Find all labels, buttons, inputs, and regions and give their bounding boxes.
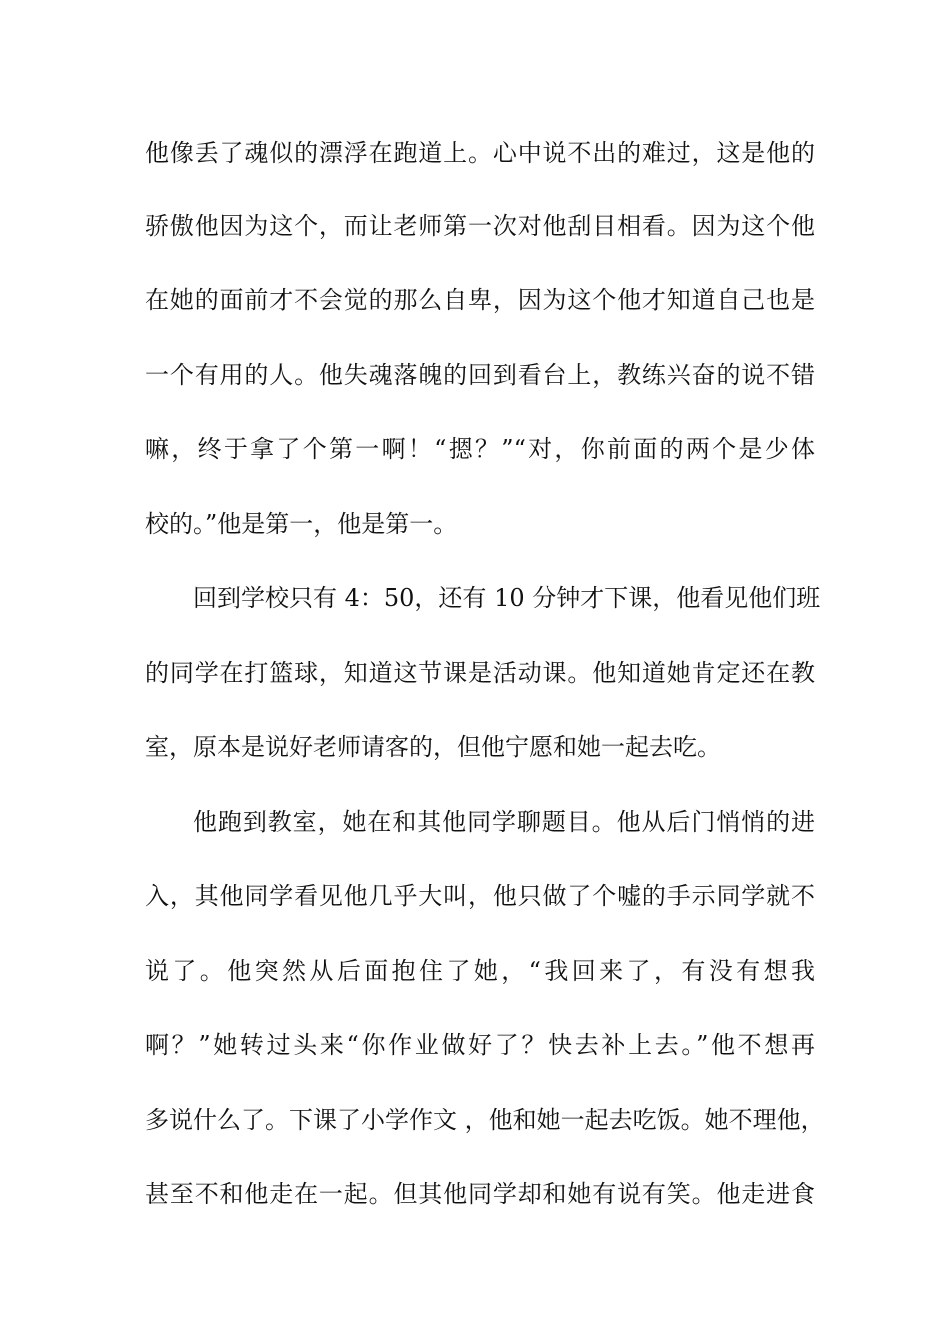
text-line: 啊？”她转过头来“你作业做好了？快去补上去。”他不想再	[145, 1031, 815, 1059]
text-line: 校的。”他是第一，他是第一。	[145, 510, 458, 538]
paragraph-first-line: 他跑到教室，她在和其他同学聊题目。他从后门悄悄的进	[193, 808, 815, 836]
text-line: 一个有用的人。他失魂落魄的回到看台上，教练兴奋的说不错	[145, 361, 815, 389]
text-line: 他像丢了魂似的漂浮在跑道上。心中说不出的难过，这是他的	[145, 139, 815, 167]
text-line: 的同学在打篮球，知道这节课是活动课。他知道她肯定还在教	[145, 659, 815, 687]
text-line: 入，其他同学看见他几乎大叫，他只做了个嘘的手示同学就不	[145, 882, 815, 910]
text-line: 多说什么了。下课了小学作文 ，他和她一起去吃饭。她不理他，	[145, 1106, 825, 1134]
text-line: 骄傲他因为这个，而让老师第一次对他刮目相看。因为这个他	[145, 212, 815, 240]
text-line: 说了。他突然从后面抱住了她，“我回来了，有没有想我	[145, 957, 815, 985]
text-line: 甚至不和他走在一起。但其他同学却和她有说有笑。他走进食	[145, 1180, 815, 1208]
text-line: 嘛，终于拿了个第一啊！“摁？”“对，你前面的两个是少体	[145, 435, 815, 463]
text-line: 在她的面前才不会觉的那么自卑，因为这个他才知道自己也是	[145, 286, 815, 314]
paragraph-first-line: 回到学校只有 4：50，还有 10 分钟才下课，他看见他们班	[193, 584, 821, 612]
text-line: 室，原本是说好老师请客的，但他宁愿和她一起去吃。	[145, 733, 721, 761]
